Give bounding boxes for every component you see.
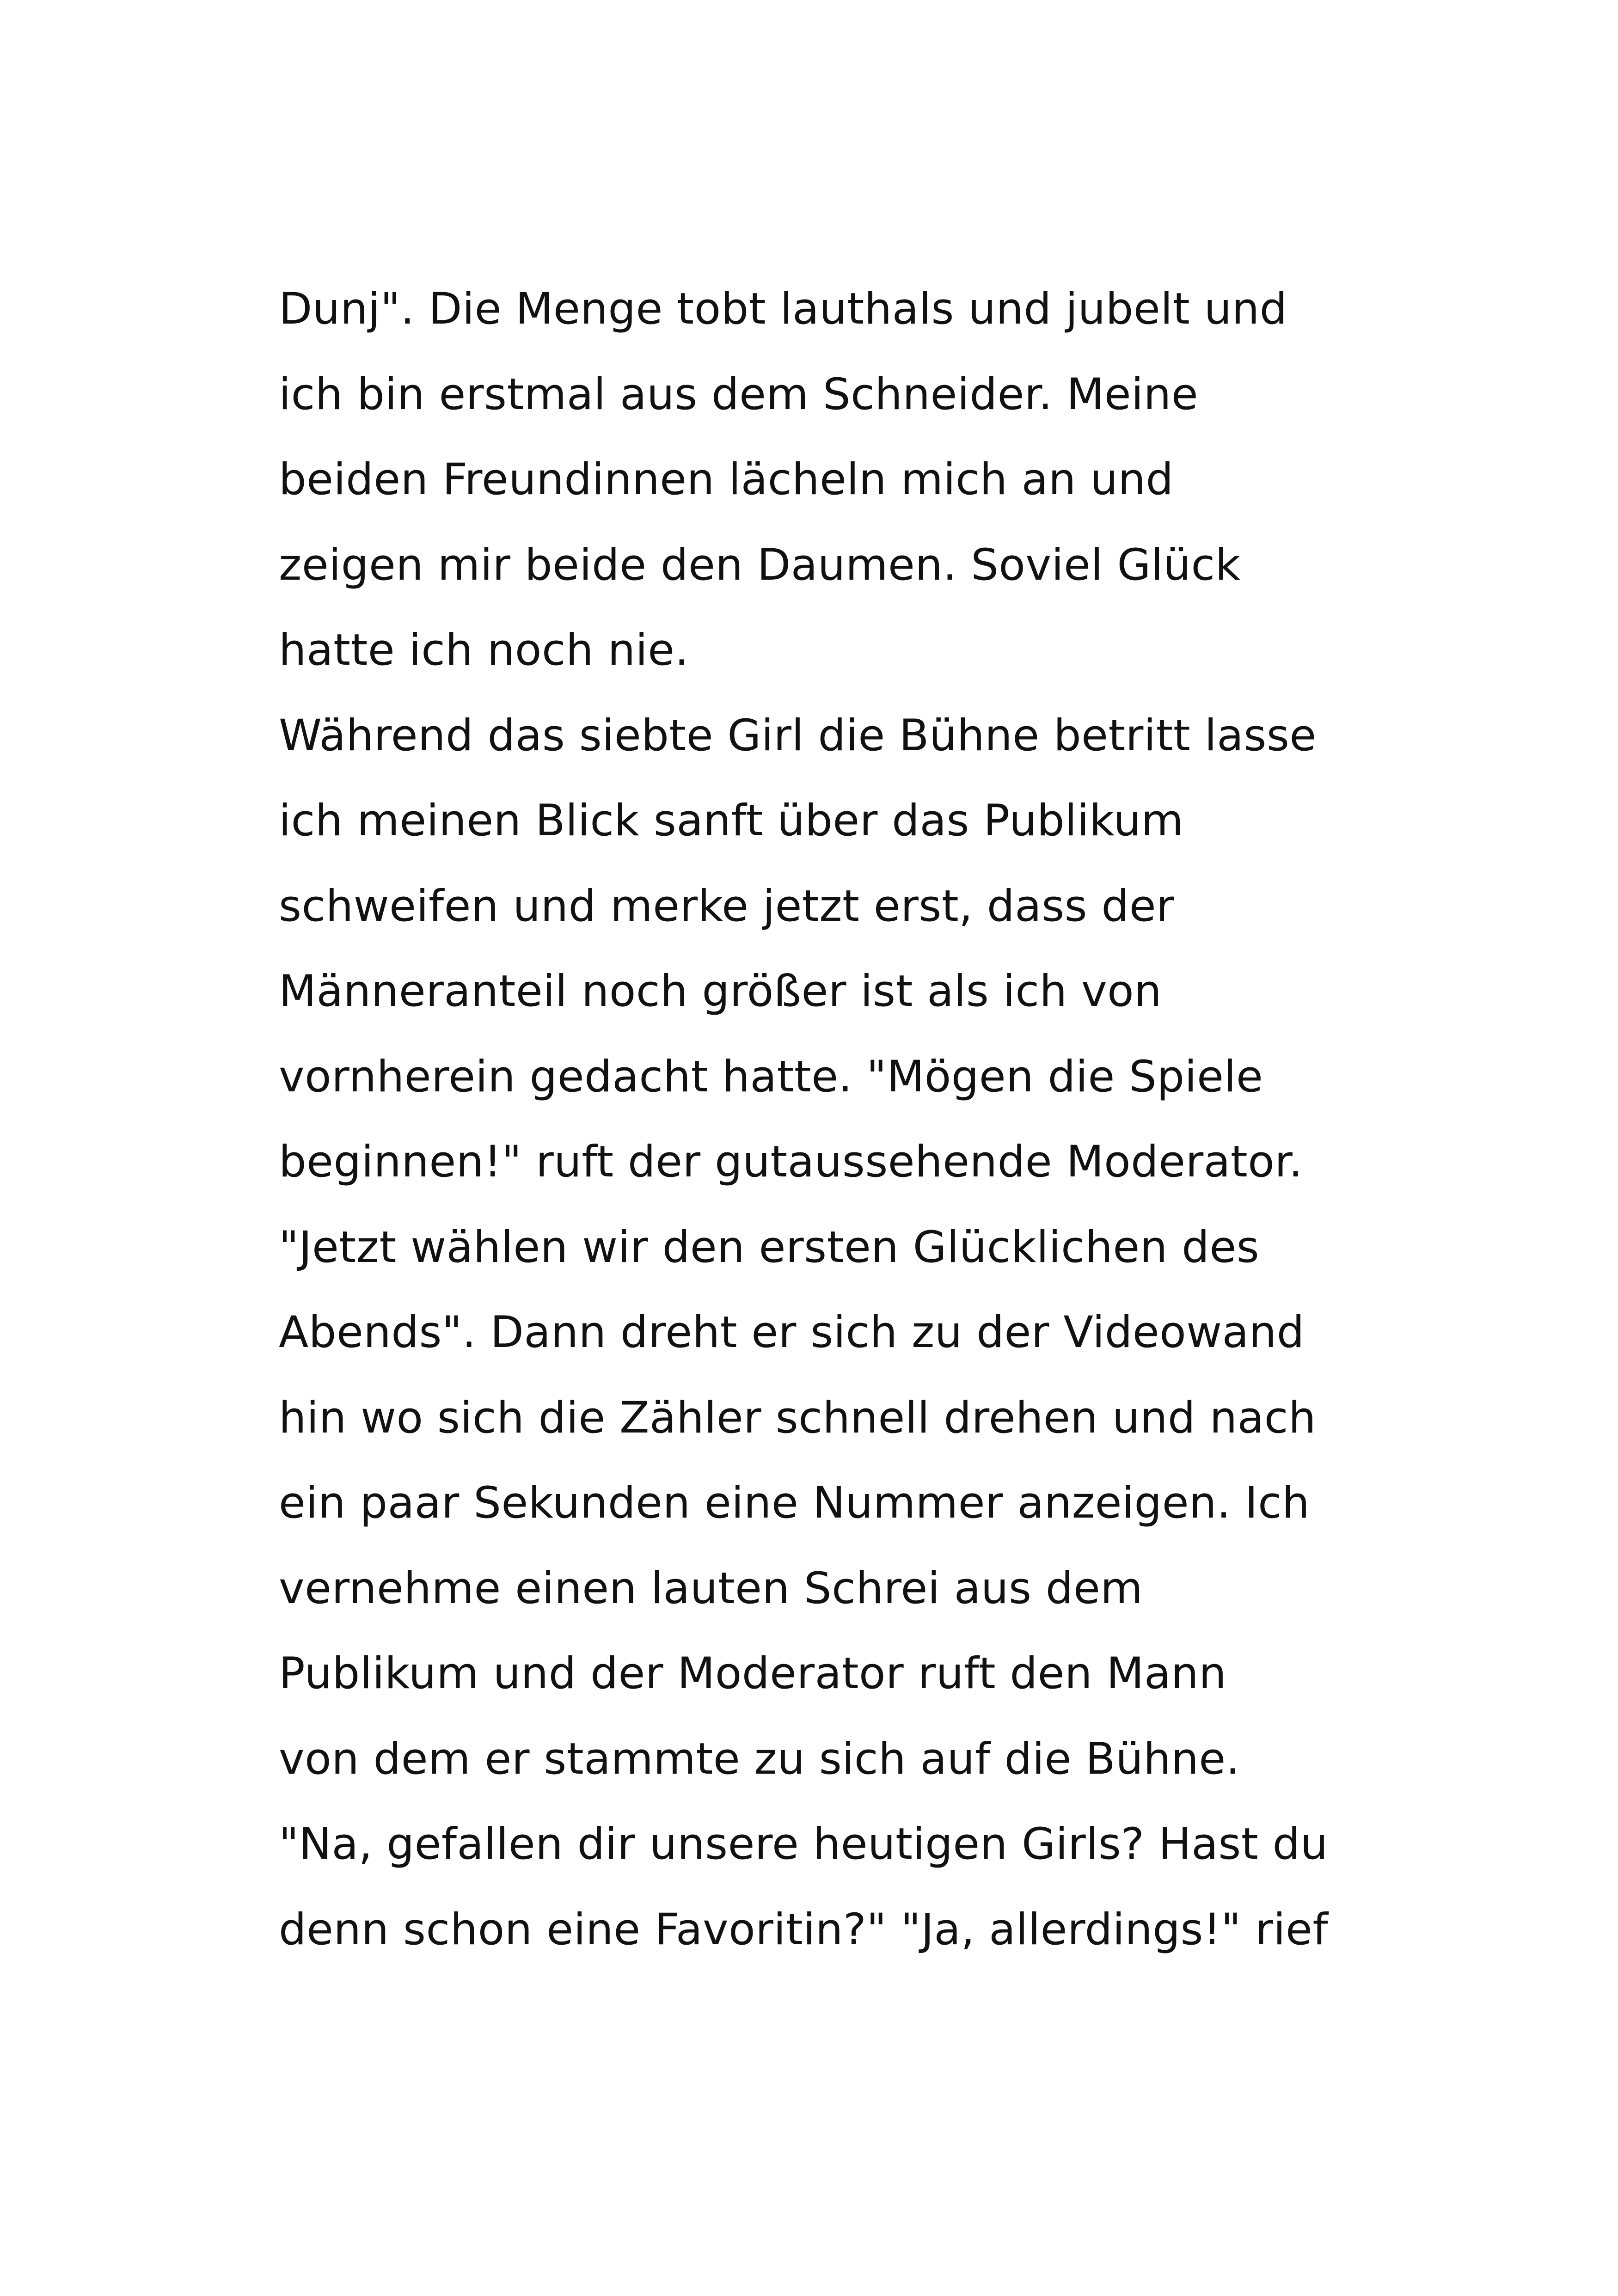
body-text <box>279 267 1434 1972</box>
text-line: hatte ich noch nie. <box>279 625 689 675</box>
text-line: Publikum und der Moderator ruft den Mann <box>279 1648 1227 1699</box>
text-line: beginnen!" ruft der gutaussehende Moderator. <box>279 1137 1303 1187</box>
text-line: Während das siebte Girl die Bühne betritt lasse <box>279 710 1317 761</box>
text-line: schweifen und merke jetzt erst, dass der <box>279 881 1175 931</box>
text-line: "Na, gefallen dir unsere heutigen Girls? Hast du <box>279 1819 1328 1869</box>
text-line: vornherein gedacht hatte. "Mögen die Spiele <box>279 1051 1263 1102</box>
text-line: beiden Freundinnen lächeln mich an und <box>279 454 1174 505</box>
text-line: Dunj". Die Menge tobt lauthals und jubelt und <box>279 284 1287 334</box>
text-line: zeigen mir beide den Daumen. Soviel Glück <box>279 539 1241 590</box>
text-line: ich bin erstmal aus dem Schneider. Meine <box>279 369 1199 420</box>
text-line: ich meinen Blick sanft über das Publikum <box>279 796 1184 846</box>
text-line: hin wo sich die Zähler schnell drehen und nach <box>279 1392 1317 1443</box>
text-line: ein paar Sekunden eine Nummer anzeigen. Ich <box>279 1478 1310 1528</box>
text-line: denn schon eine Favoritin?" "Ja, allerdings!" rief <box>279 1904 1328 1955</box>
text-line: vernehme einen lauten Schrei aus dem <box>279 1563 1143 1614</box>
text-line: Männeranteil noch größer ist als ich von <box>279 966 1162 1016</box>
text-line: "Jetzt wählen wir den ersten Glücklichen des <box>279 1222 1260 1273</box>
text-line: von dem er stammte zu sich auf die Bühne. <box>279 1733 1240 1784</box>
text-line: Abends". Dann dreht er sich zu der Videowand <box>279 1307 1305 1358</box>
